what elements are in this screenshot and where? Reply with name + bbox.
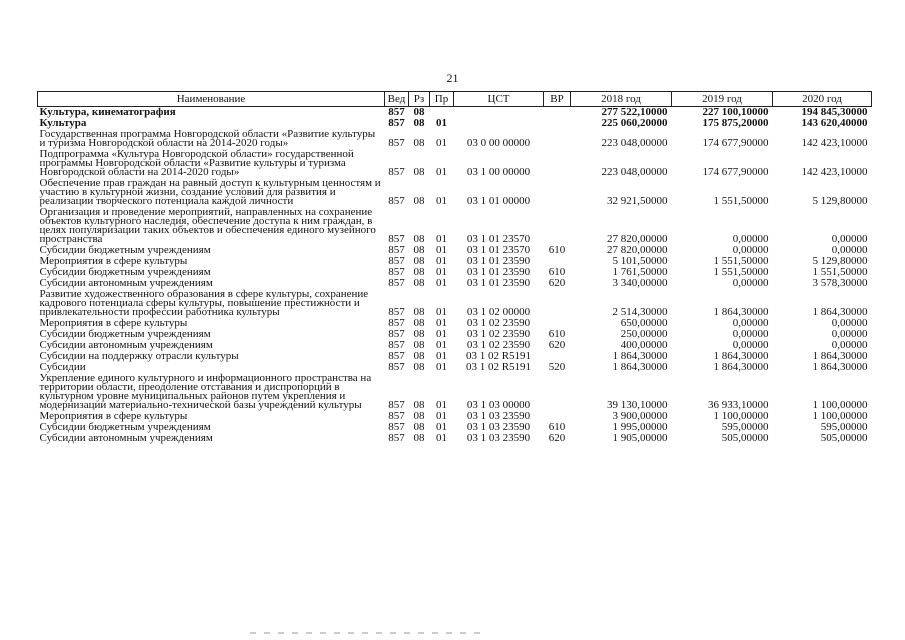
row-ved: 857	[388, 361, 405, 373]
row-2020: 3 578,30000	[812, 277, 868, 289]
row-ved: 857	[388, 137, 405, 149]
row-vr	[544, 373, 571, 411]
row-pr: 01	[436, 317, 447, 329]
row-2019: 1 551,50000	[713, 195, 769, 207]
row-2020: 1 100,00000	[812, 399, 868, 411]
row-2019: 36 933,10000	[708, 399, 769, 411]
row-vr	[544, 178, 571, 207]
row-cst: 03 1 02 23590	[466, 328, 531, 340]
row-pr: 01	[436, 432, 447, 444]
row-vr: 610	[548, 266, 566, 278]
row-2018: 225 060,20000	[601, 117, 668, 129]
header-name: Наименование	[38, 92, 385, 107]
row-name: Субсидии автономным учреждениям	[39, 339, 213, 351]
row-2018: 1 995,00000	[612, 421, 668, 433]
row-cst: 03 1 02 23590	[466, 317, 531, 329]
row-vr: 620	[548, 432, 566, 444]
table-body	[38, 107, 872, 445]
row-2018: 3 340,00000	[612, 277, 668, 289]
row-2019: 174 677,90000	[702, 137, 769, 149]
row-name: Субсидии бюджетным учреждениям	[39, 244, 211, 256]
row-pr: 01	[436, 306, 447, 318]
row-rz: 08	[413, 328, 425, 340]
row-2020: 0,00000	[831, 328, 868, 340]
row-rz: 08	[413, 255, 425, 267]
row-2019: 0,00000	[732, 317, 769, 329]
row-2019: 505,00000	[721, 432, 769, 444]
row-vr: 610	[548, 244, 566, 256]
row-vr	[544, 129, 571, 149]
row-name: Субсидии автономным учреждениям	[39, 432, 213, 444]
row-2019: 1 551,50000	[713, 255, 769, 267]
table-row	[38, 207, 872, 245]
row-2020: 1 100,00000	[812, 410, 868, 422]
row-pr: 01	[436, 339, 447, 351]
row-pr: 01	[436, 266, 447, 278]
row-2020: 142 423,10000	[801, 166, 868, 178]
row-name: Субсидии бюджетным учреждениям	[39, 266, 211, 278]
row-2018: 400,00000	[620, 339, 668, 351]
row-2020: 1 864,30000	[812, 350, 868, 362]
header-pr: Пр	[430, 92, 454, 107]
table-row	[38, 178, 872, 207]
row-2018: 3 900,00000	[612, 410, 668, 422]
row-cst: 03 1 03 00000	[466, 399, 531, 411]
row-cst: 03 1 02 R5191	[465, 361, 532, 373]
row-pr: 01	[436, 195, 447, 207]
row-pr: 01	[436, 233, 447, 245]
row-ved: 857	[388, 117, 405, 129]
row-2019: 0,00000	[732, 339, 769, 351]
row-ved: 857	[388, 233, 405, 245]
row-cst: 03 1 01 23570	[466, 244, 531, 256]
row-cst: 03 1 03 23590	[466, 432, 531, 444]
row-pr: 01	[436, 255, 447, 267]
row-2019: 174 677,90000	[702, 166, 769, 178]
row-vr: 520	[548, 361, 566, 373]
row-pr: 01	[436, 361, 447, 373]
header-rz: Рз	[409, 92, 430, 107]
row-pr: 01	[436, 137, 447, 149]
header-cst: ЦСТ	[454, 92, 544, 107]
row-rz: 08	[413, 339, 425, 351]
row-rz: 08	[413, 233, 425, 245]
row-rz: 08	[413, 432, 425, 444]
row-name: Субсидии бюджетным учреждениям	[39, 421, 211, 433]
row-cst: 03 1 02 23590	[466, 339, 531, 351]
row-2020: 1 864,30000	[812, 306, 868, 318]
row-cst	[454, 107, 544, 119]
row-2019: 1 551,50000	[713, 266, 769, 278]
row-ved: 857	[388, 317, 405, 329]
row-rz: 08	[413, 317, 425, 329]
row-vr	[544, 118, 571, 129]
row-rz: 08	[413, 350, 425, 362]
row-name: Субсидии	[39, 361, 86, 373]
header-ved: Вед	[385, 92, 409, 107]
row-2020: 194 845,30000	[801, 106, 868, 118]
row-pr: 01	[436, 244, 447, 256]
row-cst: 03 0 00 00000	[466, 137, 531, 149]
row-rz: 08	[413, 266, 425, 278]
row-2018: 1 761,50000	[612, 266, 668, 278]
row-2018: 250,00000	[620, 328, 668, 340]
budget-table	[37, 91, 872, 444]
row-ved: 857	[388, 306, 405, 318]
row-ved: 857	[388, 328, 405, 340]
row-2019: 175 875,20000	[702, 117, 769, 129]
row-2019: 227 100,10000	[702, 106, 769, 118]
row-ved: 857	[388, 339, 405, 351]
row-name: Развитие художественного образования в сфере культуры, сохранение кадрового потенциала сферы культуры, повышение престижности и привлекательности профессии работника культуры	[39, 288, 369, 318]
row-2020: 5 129,80000	[812, 255, 868, 267]
page-number: 21	[446, 71, 459, 85]
row-vr: 620	[548, 339, 566, 351]
row-cst	[454, 118, 544, 129]
row-cst: 03 1 03 23590	[466, 410, 531, 422]
row-vr: 620	[548, 277, 566, 289]
row-2020: 505,00000	[820, 432, 868, 444]
row-2018: 27 820,00000	[607, 244, 668, 256]
row-vr	[544, 289, 571, 318]
row-name: Субсидии автономным учреждениям	[39, 277, 213, 289]
row-2019: 0,00000	[732, 277, 769, 289]
row-2018: 650,00000	[620, 317, 668, 329]
row-2018: 39 130,10000	[607, 399, 668, 411]
row-name: Мероприятия в сфере культуры	[39, 410, 188, 422]
row-2020: 142 423,10000	[801, 137, 868, 149]
row-2019: 1 864,30000	[713, 306, 769, 318]
table-row	[38, 129, 872, 149]
row-ved: 857	[388, 432, 405, 444]
row-pr: 01	[436, 166, 447, 178]
row-pr: 01	[436, 277, 447, 289]
row-2019: 0,00000	[732, 244, 769, 256]
row-name: Субсидии на поддержку отрасли культуры	[39, 350, 239, 362]
row-rz: 08	[413, 277, 425, 289]
row-2018: 2 514,30000	[612, 306, 668, 318]
row-rz: 08	[413, 399, 425, 411]
row-2018: 223 048,00000	[601, 166, 668, 178]
table-header-row	[38, 92, 872, 107]
row-name: Культура	[39, 117, 87, 129]
row-2020: 0,00000	[831, 233, 868, 245]
row-pr: 01	[436, 410, 447, 422]
row-cst: 03 1 01 23590	[466, 255, 531, 267]
row-name: Мероприятия в сфере культуры	[39, 255, 188, 267]
row-ved: 857	[388, 410, 405, 422]
table-row	[38, 289, 872, 318]
row-name: Организация и проведение мероприятий, направленных на сохранение объектов культурного наследия, обеспечение доступа к ним граждан, в целях популяризации таких объектов и обеспечения единого музейного пространства	[39, 206, 376, 245]
row-rz: 08	[413, 117, 425, 129]
row-ved: 857	[388, 399, 405, 411]
row-pr: 01	[436, 328, 447, 340]
row-vr: 610	[548, 421, 566, 433]
row-2020: 0,00000	[831, 317, 868, 329]
row-name: Укрепление единого культурного и информационного пространства на территории области, преодоление отставания и диспропорций в культурном уровне муниципальных районов путем укрепления и модернизации материально-технической базы учреждений культуры	[39, 372, 372, 411]
header-vr: ВР	[544, 92, 571, 107]
row-ved: 857	[388, 421, 405, 433]
row-cst: 03 1 03 23590	[466, 421, 531, 433]
row-2020: 595,00000	[820, 421, 868, 433]
row-pr: 01	[436, 421, 447, 433]
table-row	[38, 149, 872, 178]
row-2019: 1 864,30000	[713, 350, 769, 362]
row-ved: 857	[388, 350, 405, 362]
header-2019: 2019 год	[672, 92, 773, 107]
row-ved: 857	[388, 255, 405, 267]
row-2020: 1 551,50000	[812, 266, 868, 278]
row-2020: 0,00000	[831, 244, 868, 256]
row-2018: 277 522,10000	[601, 106, 668, 118]
row-rz: 08	[413, 137, 425, 149]
row-2020: 1 864,30000	[812, 361, 868, 373]
row-cst: 03 1 01 23590	[466, 277, 531, 289]
row-2018: 27 820,00000	[607, 233, 668, 245]
row-name: Мероприятия в сфере культуры	[39, 317, 188, 329]
row-name: Государственная программа Новгородской области «Развитие культуры и туризма Новгородской области на 2014-2020 годы»	[39, 128, 376, 149]
row-pr: 01	[436, 399, 447, 411]
header-2020: 2020 год	[773, 92, 872, 107]
row-2018: 32 921,50000	[607, 195, 668, 207]
row-2020: 0,00000	[831, 339, 868, 351]
row-2020: 5 129,80000	[812, 195, 868, 207]
row-ved: 857	[388, 244, 405, 256]
row-rz: 08	[413, 306, 425, 318]
row-cst: 03 1 00 00000	[466, 166, 531, 178]
row-ved: 857	[388, 195, 405, 207]
row-vr	[544, 207, 571, 245]
row-2019: 1 100,00000	[713, 410, 769, 422]
row-name: Подпрограмма «Культура Новгородской области» государственной программы Новгородской области «Развитие культуры и туризма Новгородской области на 2014-2020 годы»	[39, 148, 354, 178]
row-rz: 08	[413, 106, 425, 118]
row-2019: 0,00000	[732, 328, 769, 340]
row-2018: 223 048,00000	[601, 137, 668, 149]
row-ved: 857	[388, 266, 405, 278]
row-2019: 1 864,30000	[713, 361, 769, 373]
row-2018: 5 101,50000	[612, 255, 668, 267]
row-cst: 03 1 01 23570	[466, 233, 531, 245]
row-vr	[544, 149, 571, 178]
row-cst: 03 1 01 00000	[466, 195, 531, 207]
row-2018: 1 905,00000	[612, 432, 668, 444]
row-rz: 08	[413, 421, 425, 433]
row-name: Обеспечение прав граждан на равный доступ к культурным ценностям и участию в культурной жизни, создание условий для развития и реализации творческого потенциала каждой личности	[39, 177, 381, 207]
table-row	[38, 433, 872, 444]
row-vr: 610	[548, 328, 566, 340]
table-row	[38, 373, 872, 411]
scan-artifact	[250, 632, 480, 634]
row-rz: 08	[413, 361, 425, 373]
row-ved: 857	[388, 166, 405, 178]
row-ved: 857	[388, 277, 405, 289]
row-name: Субсидии бюджетным учреждениям	[39, 328, 211, 340]
row-vr	[544, 107, 571, 119]
header-2018: 2018 год	[571, 92, 672, 107]
row-cst: 03 1 01 23590	[466, 266, 531, 278]
row-ved: 857	[388, 106, 405, 118]
row-pr: 01	[436, 117, 447, 129]
row-pr: 01	[436, 350, 447, 362]
row-cst: 03 1 02 00000	[466, 306, 531, 318]
row-cst: 03 1 02 R5191	[465, 350, 532, 362]
row-rz: 08	[413, 244, 425, 256]
row-2018: 1 864,30000	[612, 350, 668, 362]
row-2018: 1 864,30000	[612, 361, 668, 373]
row-rz: 08	[413, 410, 425, 422]
row-rz: 08	[413, 195, 425, 207]
row-2019: 595,00000	[721, 421, 769, 433]
row-name: Культура, кинематография	[39, 106, 176, 118]
row-rz: 08	[413, 166, 425, 178]
row-2019: 0,00000	[732, 233, 769, 245]
row-2020: 143 620,40000	[801, 117, 868, 129]
